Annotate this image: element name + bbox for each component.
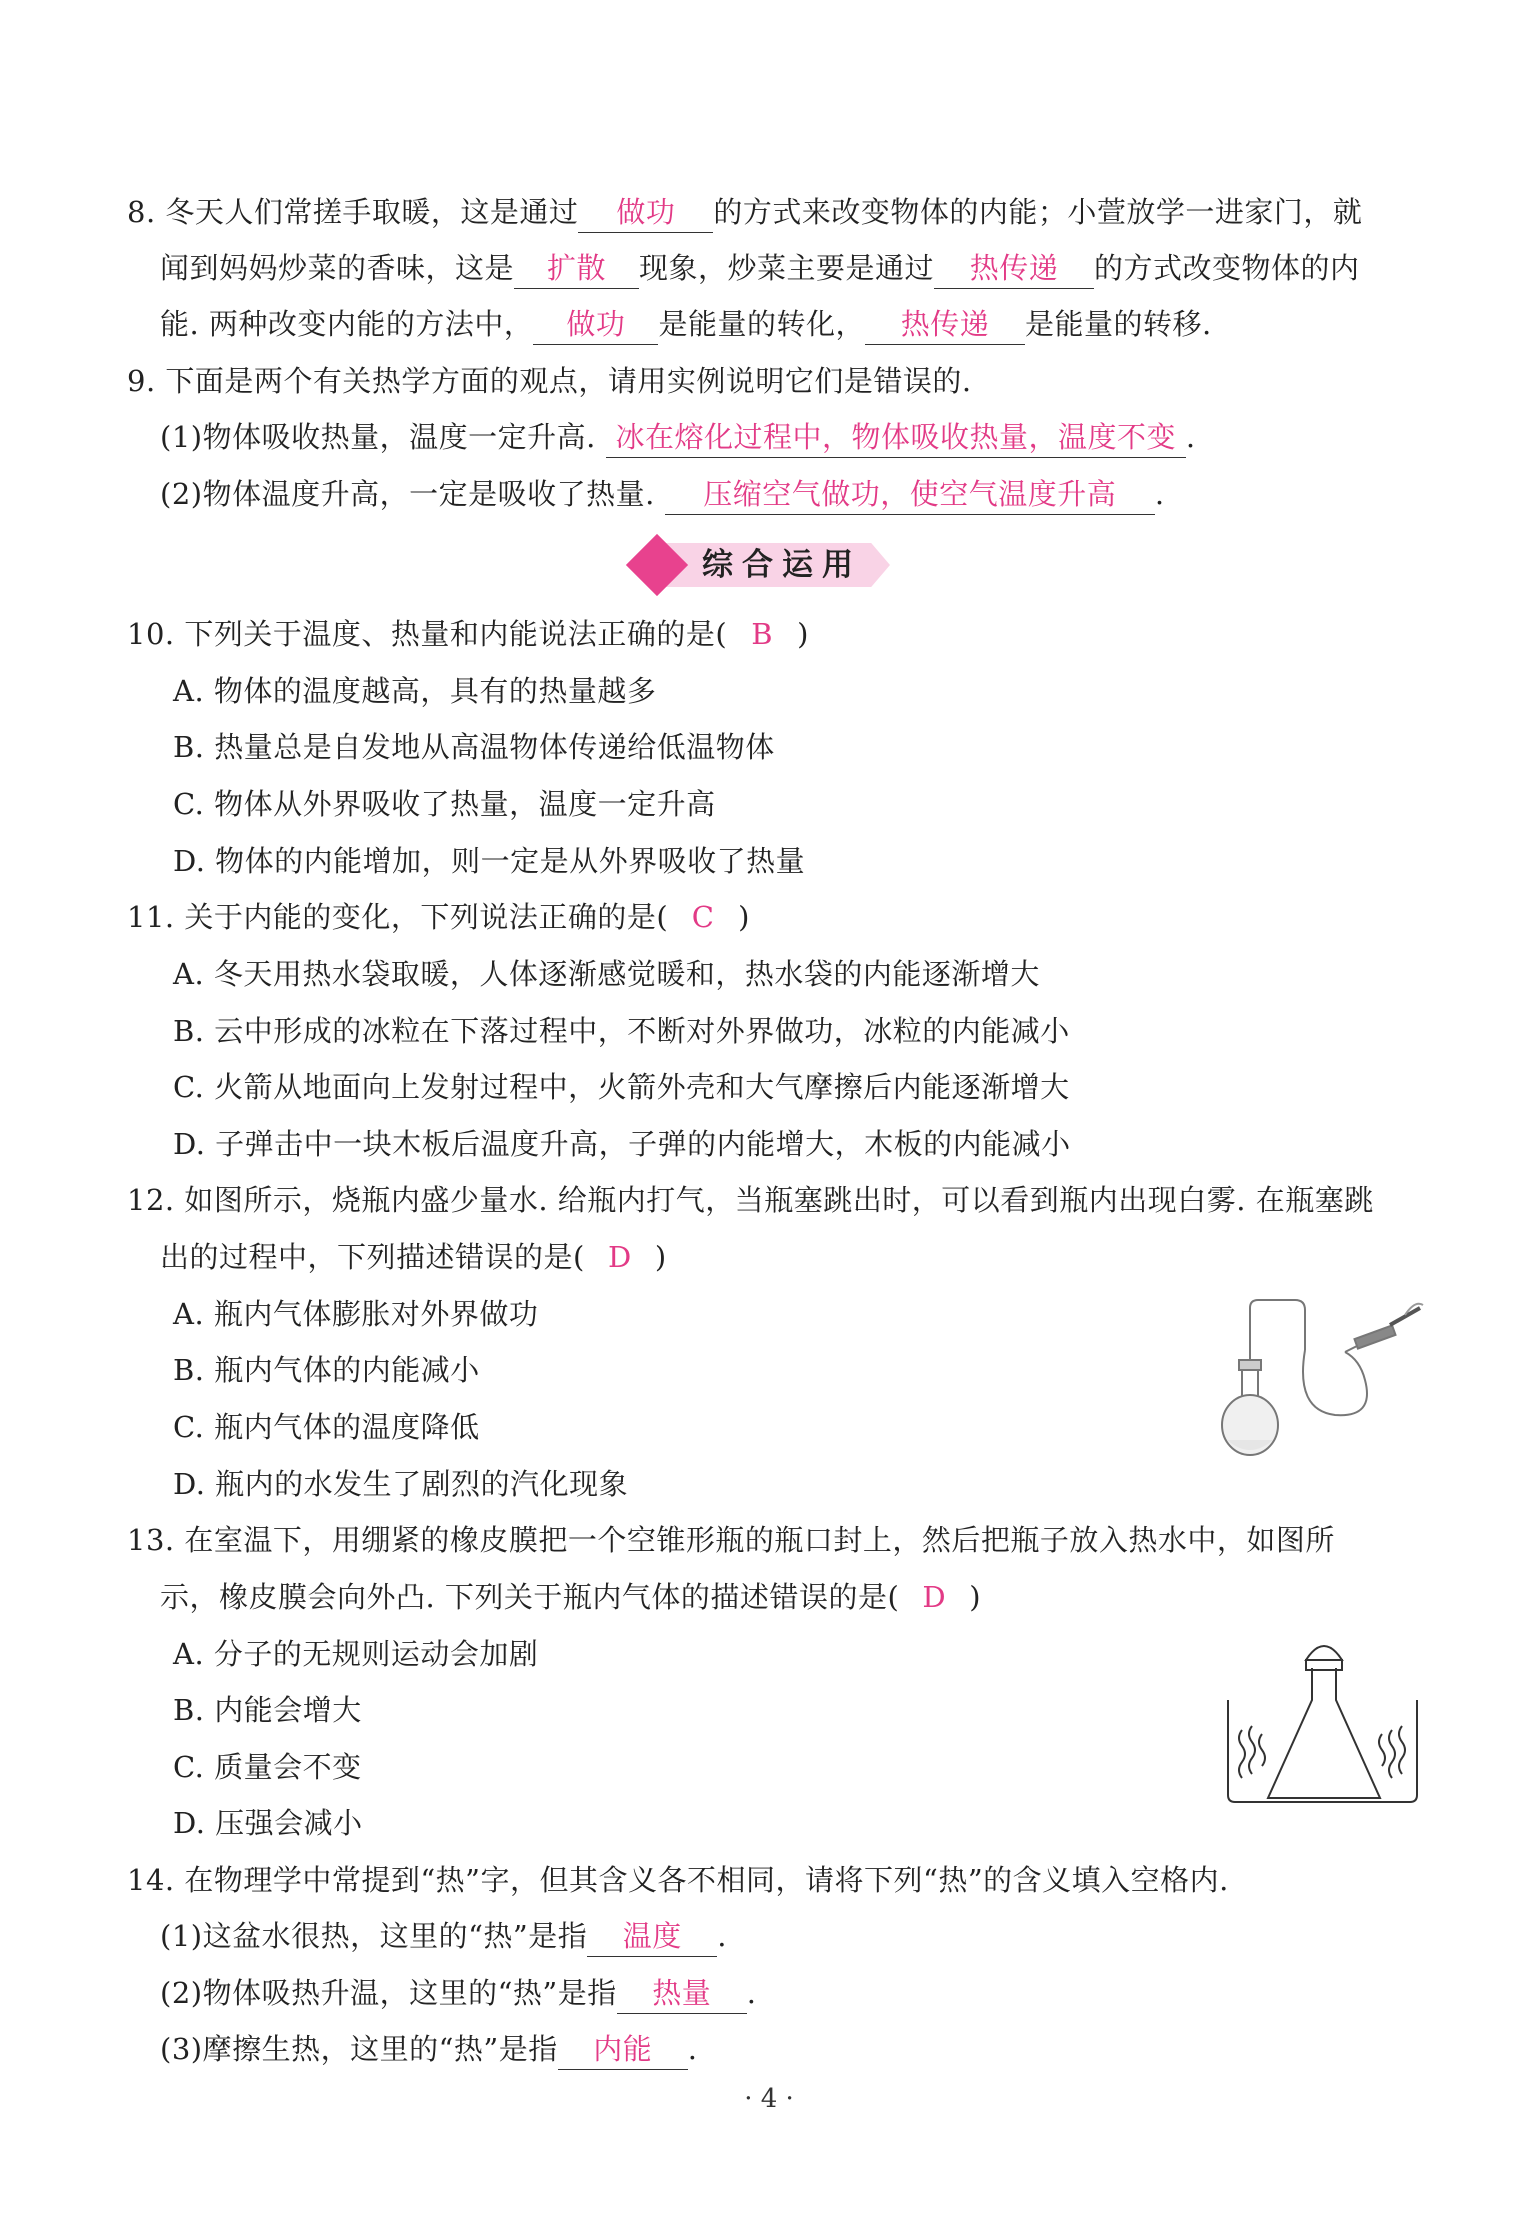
q11-option-c: C. 火箭从地面向上发射过程中，火箭外壳和大气摩擦后内能逐渐增大: [173, 1070, 1070, 1104]
q13-option-a: A. 分子的无规则运动会加剧: [173, 1637, 539, 1671]
q8-blank-3: 热传递: [934, 248, 1094, 289]
q11-option-a: A. 冬天用热水袋取暖，人体逐渐感觉暖和，热水袋的内能逐渐增大: [173, 957, 1040, 991]
q8-blank-4: 做功: [533, 304, 658, 345]
q10-answer: B: [751, 617, 774, 651]
q10-stem: 10. 下列关于温度、热量和内能说法正确的是( B ): [0, 610, 1538, 658]
q12-answer: D: [607, 1240, 632, 1274]
q14-blank-2: 热量: [617, 1973, 747, 2014]
q12-option-d: D. 瓶内的水发生了剧烈的汽化现象: [173, 1467, 629, 1501]
q14-part-3: (3)摩擦生热，这里的“热”是指 内能 .: [0, 2025, 1538, 2073]
section-header: [630, 537, 910, 593]
q13-option-d: D. 压强会减小: [173, 1806, 363, 1840]
q8-line-1: 8. 冬天人们常搓手取暖，这是通过 做功 的方式来改变物体的内能；小萱放学一进家门，就: [0, 188, 1538, 236]
q10-option-b: B. 热量总是自发地从高温物体传递给低温物体: [173, 730, 775, 764]
q9-part-1: (1)物体吸收热量，温度一定升高. 冰在熔化过程中，物体吸收热量，温度不变 .: [0, 413, 1538, 461]
q10-option-c: C. 物体从外界吸收了热量，温度一定升高: [173, 787, 716, 821]
q14-blank-1: 温度: [587, 1916, 717, 1957]
q13-stem-2: 示，橡皮膜会向外凸. 下列关于瓶内气体的描述错误的是( D ): [0, 1573, 1538, 1621]
q14-part-2: (2)物体吸热升温，这里的“热”是指 热量 .: [0, 1969, 1538, 2017]
conical-flask-figure: [1220, 1630, 1425, 1805]
q9-stem: 9. 下面是两个有关热学方面的观点，请用实例说明它们是错误的.: [127, 364, 972, 398]
q11-option-d: D. 子弹击中一块木板后温度升高，子弹的内能增大，木板的内能减小: [173, 1127, 1071, 1161]
page-number: · 4 ·: [744, 2084, 794, 2114]
q10-option-a: A. 物体的温度越高，具有的热量越多: [173, 674, 657, 708]
q13-option-c: C. 质量会不变: [173, 1750, 362, 1784]
q12-stem-2: 出的过程中，下列描述错误的是( D ): [0, 1233, 1538, 1281]
q14-part-1: (1)这盆水很热，这里的“热”是指 温度 .: [0, 1912, 1538, 1960]
flask-pump-figure: [1215, 1290, 1425, 1465]
q8-line-2: 闻到妈妈炒菜的香味，这是 扩散 现象，炒菜主要是通过 热传递 的方式改变物体的内: [0, 244, 1538, 292]
q11-stem: 11. 关于内能的变化，下列说法正确的是( C ): [0, 893, 1538, 941]
q10-option-d: D. 物体的内能增加，则一定是从外界吸收了热量: [173, 844, 806, 878]
q12-option-c: C. 瓶内气体的温度降低: [173, 1410, 480, 1444]
q8-blank-5: 热传递: [865, 304, 1025, 345]
q13-stem-1: 13. 在室温下，用绷紧的橡皮膜把一个空锥形瓶的瓶口封上，然后把瓶子放入热水中，如图所: [127, 1523, 1335, 1557]
q13-answer: D: [922, 1580, 947, 1614]
q9-blank-2: 压缩空气做功，使空气温度升高: [665, 474, 1155, 515]
q14-blank-3: 内能: [558, 2029, 688, 2070]
q9-part-2: (2)物体温度升高，一定是吸收了热量. 压缩空气做功，使空气温度升高 .: [0, 470, 1538, 518]
q13-option-b: B. 内能会增大: [173, 1693, 362, 1727]
q14-stem: 14. 在物理学中常提到“热”字，但其含义各不相同，请将下列“热”的含义填入空格内.: [127, 1863, 1229, 1897]
section-title: 综合运用: [702, 547, 862, 583]
q9-blank-1: 冰在熔化过程中，物体吸收热量，温度不变: [606, 417, 1186, 458]
q12-stem-1: 12. 如图所示，烧瓶内盛少量水. 给瓶内打气，当瓶塞跳出时，可以看到瓶内出现白雾. 在瓶塞跳: [127, 1183, 1374, 1217]
q8-blank-1: 做功: [578, 192, 713, 233]
q11-option-b: B. 云中形成的冰粒在下落过程中，不断对外界做功，冰粒的内能减小: [173, 1014, 1070, 1048]
q12-option-a: A. 瓶内气体膨胀对外界做功: [173, 1297, 539, 1331]
q12-option-b: B. 瓶内气体的内能减小: [173, 1353, 480, 1387]
q8-line-3: 能. 两种改变内能的方法中， 做功 是能量的转化， 热传递 是能量的转移.: [0, 300, 1538, 348]
q8-blank-2: 扩散: [514, 248, 639, 289]
q11-answer: C: [691, 900, 715, 934]
